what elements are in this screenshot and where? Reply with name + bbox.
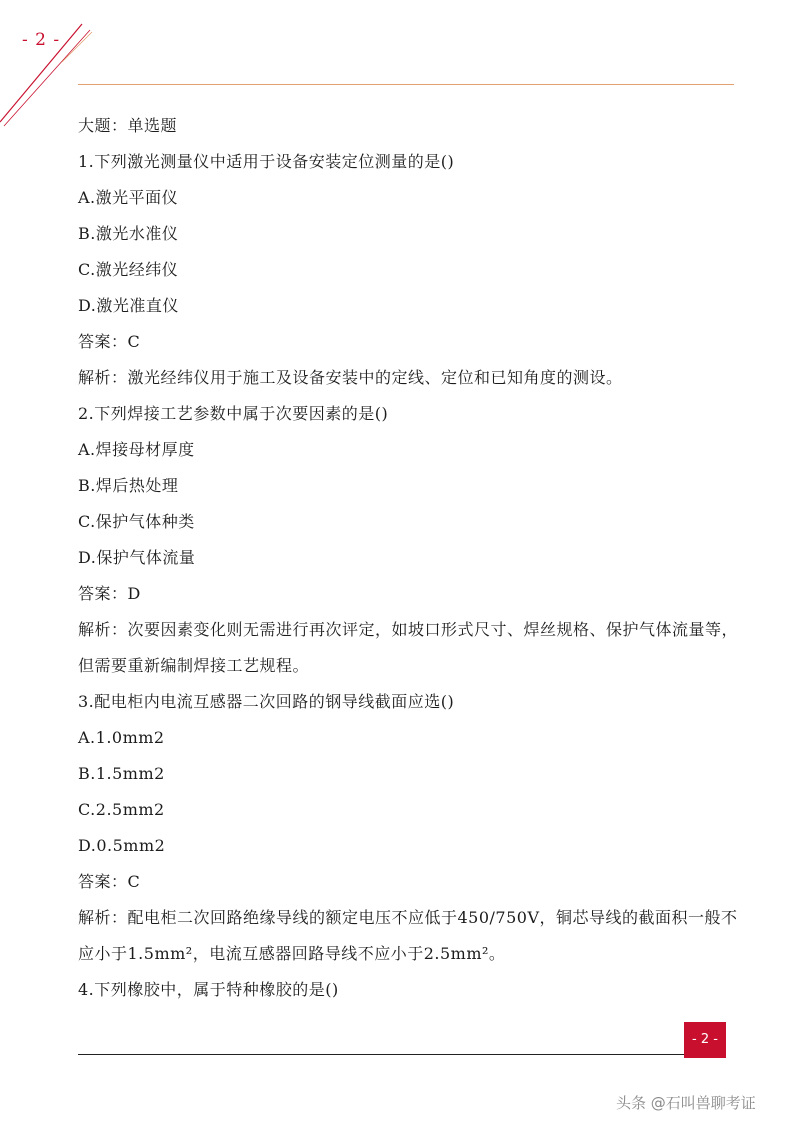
footer-rule [78, 1054, 724, 1055]
q1-option-c: C.激光经纬仪 [78, 260, 179, 279]
page-number-top: - 2 - [22, 30, 61, 50]
q1-analysis: 解析：激光经纬仪用于施工及设备安装中的定线、定位和已知角度的测设。 [78, 368, 623, 387]
section-title: 大题：单选题 [78, 116, 178, 135]
question-3: 3.配电柜内电流互感器二次回路的钢导线截面应选() [78, 692, 455, 711]
q3-analysis: 解析：配电柜二次回路绝缘导线的额定电压不应低于450/750V，铜芯导线的截面积一般不应小于1.5mm²，电流互感器回路导线不应小于2.5mm²。 [78, 908, 738, 963]
q2-answer: 答案：D [78, 584, 141, 603]
q2-option-b: B.焊后热处理 [78, 476, 179, 495]
q1-answer: 答案：C [78, 332, 141, 351]
q3-option-c: C.2.5mm2 [78, 800, 165, 819]
q3-answer: 答案：C [78, 872, 141, 891]
q3-option-d: D.0.5mm2 [78, 836, 166, 855]
q3-option-a: A.1.0mm2 [78, 728, 165, 747]
q2-option-c: C.保护气体种类 [78, 512, 195, 531]
q2-option-d: D.保护气体流量 [78, 548, 196, 567]
q1-option-b: B.激光水准仪 [78, 224, 179, 243]
watermark: 头条 @石叫兽聊考证 [616, 1094, 756, 1112]
q2-option-a: A.焊接母材厚度 [78, 440, 195, 459]
q3-option-b: B.1.5mm2 [78, 764, 165, 783]
q2-analysis: 解析：次要因素变化则无需进行再次评定，如坡口形式尺寸、焊丝规格、保护气体流量等，但需要重新编制焊接工艺规程。 [78, 620, 739, 675]
q1-option-a: A.激光平面仪 [78, 188, 179, 207]
question-4: 4.下列橡胶中，属于特种橡胶的是() [78, 980, 339, 999]
header-rule [78, 84, 734, 85]
page-number-badge: - 2 - [684, 1022, 726, 1058]
question-1: 1.下列激光测量仪中适用于设备安装定位测量的是() [78, 152, 455, 171]
document-body [78, 108, 738, 1008]
question-2: 2.下列焊接工艺参数中属于次要因素的是() [78, 404, 389, 423]
q1-option-d: D.激光准直仪 [78, 296, 179, 315]
